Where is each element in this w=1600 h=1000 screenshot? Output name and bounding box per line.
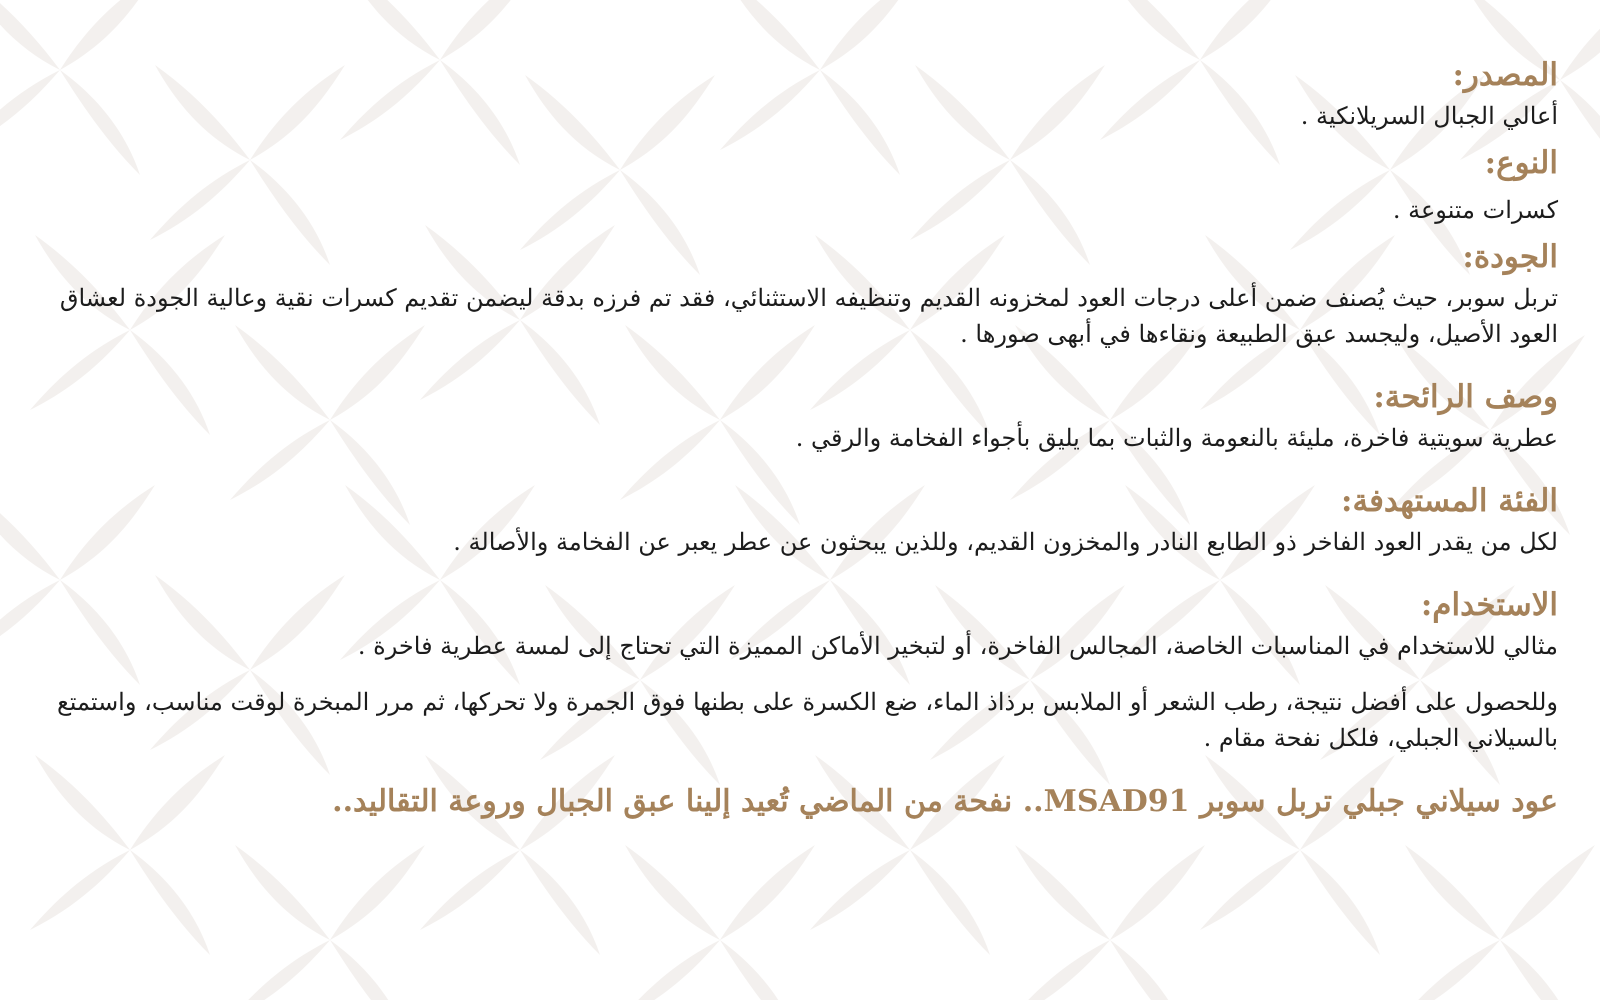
quality-heading: الجودة: bbox=[1462, 239, 1558, 275]
usage-section bbox=[40, 582, 1558, 756]
audience-section bbox=[40, 478, 1558, 560]
type-section bbox=[40, 140, 1558, 228]
product-description bbox=[40, 52, 1558, 824]
type-heading: النوع: bbox=[1484, 145, 1558, 181]
source-heading: المصدر: bbox=[1452, 57, 1558, 93]
audience-heading: الفئة المستهدفة: bbox=[1341, 483, 1558, 519]
scent-heading: وصف الرائحة: bbox=[1373, 379, 1558, 415]
quality-section bbox=[40, 234, 1558, 352]
tagline: عود سيلاني جبلي تربل سوبر MSAD91.. نفحة من الماضي تُعيد إلينا عبق الجبال وروعة التقاليد.. bbox=[332, 784, 1558, 819]
audience-text: لكل من يقدر العود الفاخر ذو الطابع النادر والمخزون القديم، وللذين يبحثون عن عطر يعبر عن الفخامة والأصالة . bbox=[453, 528, 1558, 556]
usage-text: مثالي للاستخدام في المناسبات الخاصة، المجالس الفاخرة، أو لتبخير الأماكن المميزة التي تحتاج إلى لمسة عطرية فاخرة . bbox=[357, 632, 1558, 660]
usage-heading: الاستخدام: bbox=[1420, 587, 1558, 623]
quality-text: تربل سوبر، حيث يُصنف ضمن أعلى درجات العود لمخزونه القديم وتنظيفه الاستثنائي، فقد تم فرزه بدقة ليضمن تقديم كسرات نقية وعالية الجودة لعشاق العود الأصيل، وليجسد عبق الطبيعة ونقاءها في أبهى صورها . bbox=[59, 284, 1558, 348]
source-text: أعالي الجبال السريلانكية . bbox=[1300, 102, 1558, 130]
scent-text: عطرية سويتية فاخرة، مليئة بالنعومة والثبات بما يليق بأجواء الفخامة والرقي . bbox=[795, 424, 1558, 452]
source-section bbox=[40, 52, 1558, 134]
type-text: كسرات متنوعة . bbox=[1392, 196, 1558, 224]
usage-tip-text: وللحصول على أفضل نتيجة، رطب الشعر أو الملابس برذاذ الماء، ضع الكسرة على بطنها فوق الجمرة ولا تحركها، ثم مرر المبخرة لوقت مناسب، واستمتع بالسيلاني الجبلي، فلكل نفحة مقام . bbox=[56, 688, 1558, 752]
scent-section bbox=[40, 374, 1558, 456]
